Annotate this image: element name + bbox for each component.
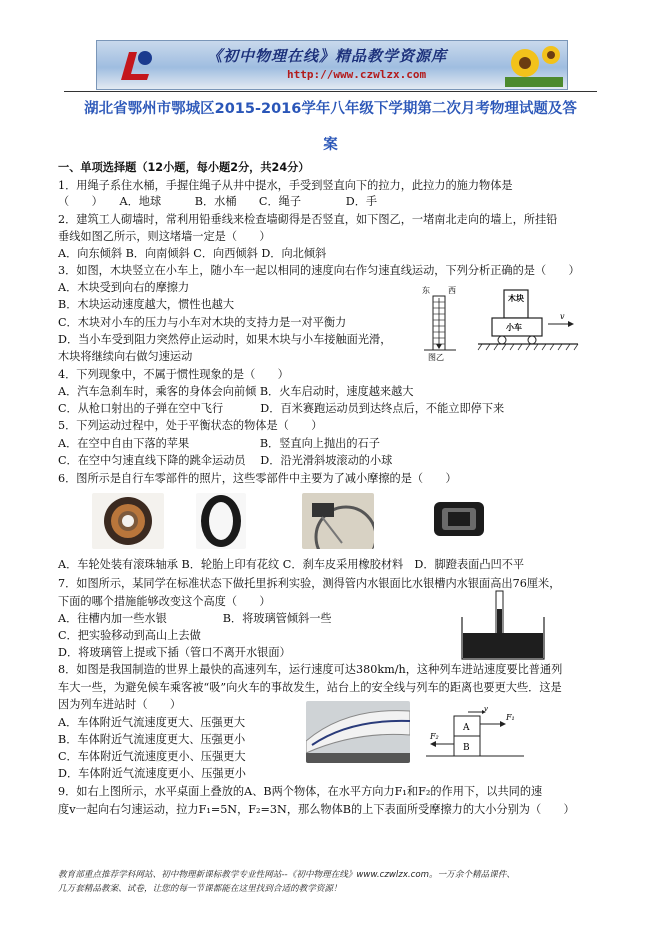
- cart-wheel: [498, 336, 506, 344]
- q8-option-d: D．车体附近气流速度更小、压强更小: [58, 767, 246, 780]
- block-label: 木块: [508, 294, 524, 303]
- force-f2-label: F₂: [430, 732, 439, 741]
- q4-options-cd: C．从枪口射出的子弹在空中飞行 D．百米赛跑运动员到达终点后，不能立即停下来: [58, 402, 505, 415]
- q3-text: 3．如图，木块竖立在小车上，随小车一起以相同的速度向右作匀速直线运动，下列分析正确的是（ ）: [58, 264, 580, 277]
- document-title-cont: 案: [323, 137, 338, 153]
- q7-option-c: C．把实验移动到高山上去做: [58, 629, 201, 642]
- q3-option-c: C．木块对小车的压力与小车对木块的支持力是一对平衡力: [58, 316, 347, 329]
- q8-option-b: B．车体附近气流速度更大、压强更小: [58, 733, 246, 746]
- q7-options-ab: A．往槽内加一些水银 B．将玻璃管倾斜一些: [58, 612, 332, 625]
- q7-text: 7．如图所示，某同学在标准状态下做托里拆利实验，测得管内水银面比水银槽内水银面高出76厘米，: [58, 577, 561, 590]
- q8-option-a: A．车体附近气流速度更大、压强更大: [58, 716, 246, 729]
- block-b-label: B: [463, 743, 470, 753]
- header-rule: [64, 91, 597, 92]
- q1-options: （ ） A．地球 B．水桶 C．绳子 D．手: [58, 195, 378, 208]
- torricelli-figure: [460, 589, 546, 663]
- q5-options-ab: A．在空中自由下落的苹果 B．竖直向上抛出的石子: [58, 437, 380, 450]
- q9-text-cont: 度v一起向右匀速运动，拉力F₁=5N，F₂=3N，那么物体B的上下表面所受摩擦力的大小分别为（ ）: [58, 803, 575, 816]
- cart-label: 小车: [506, 323, 522, 332]
- q1-text: 1．用绳子系住水桶，手握住绳子从井中提水，手受到竖直向下的拉力，此拉力的施力物体是: [58, 179, 513, 192]
- q2-text-cont: 垂线如图乙所示，则这堵墙一定是（ ）: [58, 230, 271, 243]
- q3-option-d-cont: 木块将继续向右做匀速运动: [58, 350, 193, 363]
- pedal-photo: [424, 490, 496, 546]
- q3-option-b: B．木块运动速度越大，惯性也越大: [58, 298, 235, 311]
- east-label: 东: [422, 286, 430, 295]
- footer-line-2: 几万套精品教案、试卷，让您的每一节课都能在这里找到合适的教学资源！: [58, 884, 342, 894]
- cart-wheel: [528, 336, 536, 344]
- brake-photo: [302, 493, 374, 549]
- site-logo-icon: [115, 44, 157, 86]
- q7-text-cont: 下面的哪个措施能够改变这个高度（ ）: [58, 595, 271, 608]
- q5-text: 5．下列运动过程中，处于平衡状态的物体是（ ）: [58, 419, 323, 432]
- section-heading: 一、单项选择题（12小题，每小题2分，共24分）: [58, 161, 310, 174]
- tire-photo: [196, 493, 246, 549]
- banner-url[interactable]: http://www.czwlzx.com: [287, 68, 427, 81]
- velocity-label: v: [560, 312, 565, 321]
- force-f1-label: F₁: [506, 713, 515, 722]
- velocity-arrow-icon: [568, 321, 574, 327]
- q3-option-a: A．木块受到向右的摩擦力: [58, 281, 190, 294]
- q8-option-c: C．车体附近气流速度更小、压强更大: [58, 750, 246, 763]
- west-label: 西: [448, 286, 456, 295]
- q4-options-ab: A．汽车急刹车时，乘客的身体会向前倾 B．火车启动时，速度越来越大: [58, 385, 414, 398]
- q5-options-cd: C．在空中匀速直线下降的跳伞运动员 D．沿光滑斜坡滚动的小球: [58, 454, 393, 467]
- q7-option-d: D．将玻璃管上提或下插（管口不离开水银面）: [58, 646, 291, 659]
- q6-options: A．车轮处装有滚珠轴承 B．轮胎上印有花纹 C．刹车皮采用橡胶材料 D．脚蹬表面凸凹不平: [58, 558, 525, 571]
- q2-options: A．向东倾斜 B．向南倾斜 C．向西倾斜 D．向北倾斜: [58, 247, 327, 260]
- q8-text-cont: 车大一些，为避免候车乘客被“吸”向火车的事故发生，站台上的安全线与列车的距离也要更大些．这是: [58, 681, 562, 694]
- plumb-line-figure: [420, 284, 464, 364]
- high-speed-train-photo: [306, 701, 410, 763]
- block-a-label: A: [463, 723, 470, 733]
- q8-text-cont2: 因为列车进站时（ ）: [58, 698, 182, 711]
- q6-text: 6．图所示是自行车零部件的照片，这些零部件中主要为了减小摩擦的是（ ）: [58, 472, 457, 485]
- stacked-blocks-figure: [424, 706, 528, 764]
- header-banner: [96, 40, 568, 90]
- velocity-label: v: [484, 706, 488, 713]
- block-on-cart-figure: [474, 286, 584, 356]
- q4-text: 4．下列现象中，不属于惯性现象的是（ ）: [58, 368, 289, 381]
- q3-option-d: D．当小车受到阻力突然停止运动时，如果木块与小车接触面光滑，: [58, 333, 392, 346]
- banner-title: 《初中物理在线》精品教学资源库: [207, 47, 448, 65]
- sunflower-icon: [505, 43, 563, 87]
- figure-caption: 图乙: [428, 353, 444, 362]
- ball-bearing-photo: [92, 493, 164, 549]
- q2-text: 2．建筑工人砌墙时，常利用铅垂线来检查墙砌得是否竖直，如下图乙，一堵南北走向的墙上，所挂铅: [58, 213, 558, 226]
- q9-text: 9．如右上图所示，水平桌面上叠放的A、B两个物体，在水平方向力F₁和F₂的作用下，以共同的速: [58, 785, 543, 798]
- q8-text: 8．如图是我国制造的世界上最快的高速列车，运行速度可达380km/h，这种列车进站速度要比普通列: [58, 663, 563, 676]
- document-title: 湖北省鄂州市鄂城区2015-2016学年八年级下学期第二次月考物理试题及答: [84, 101, 577, 117]
- force-f2-arrow-icon: [430, 741, 436, 747]
- footer-line-1: 教育部重点推荐学科网站、初中物理新课标教学专业性网站--《初中物理在线》www.czwlzx.com。一万余个精品课件、: [58, 870, 515, 880]
